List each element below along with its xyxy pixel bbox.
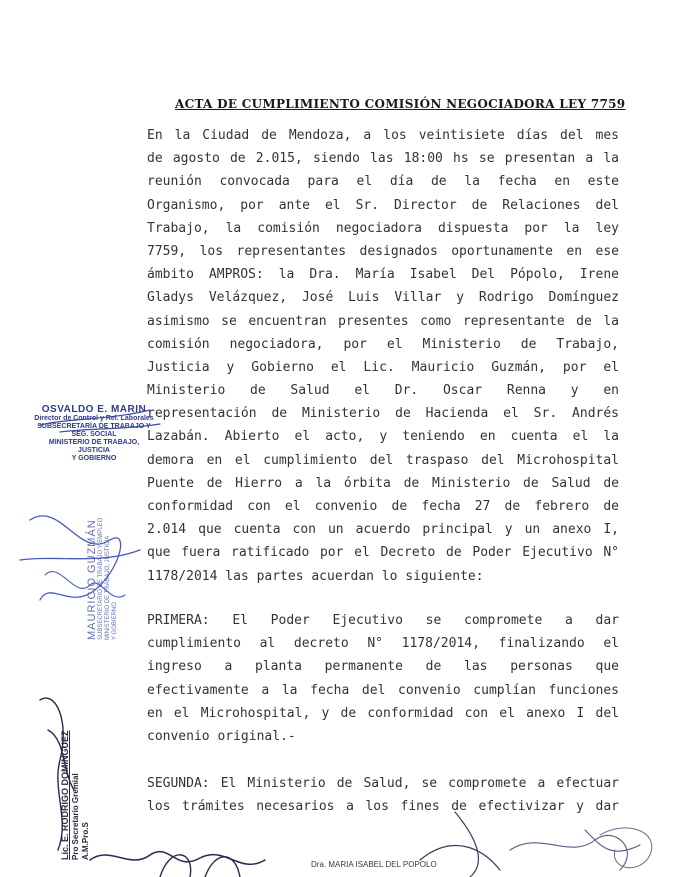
clause-primera-line: efectivamente a la fecha del convenio cumplían funciones xyxy=(147,682,619,698)
stamp-popolo xyxy=(311,860,437,869)
opening-paragraph-line: Justicia y Gobierno el Lic. Mauricio Guzmán, por el xyxy=(147,359,619,375)
opening-paragraph-line: 1178/2014 las partes acuerdan lo siguiente: xyxy=(147,568,484,584)
stamp-dominguez-line2: A.M.Pro.S xyxy=(81,822,90,860)
clause-segunda-first-line xyxy=(147,772,619,795)
document-title: ACTA DE CUMPLIMIENTO COMISIÓN NEGOCIADORA LEY 7759 xyxy=(175,97,626,111)
clause-primera-line: cumplimiento al decreto N° 1178/2014, finalizando el xyxy=(147,636,619,652)
clause-segunda-label: SEGUNDA: xyxy=(147,776,210,791)
opening-paragraph-line: demora en el cumplimiento del traspaso del Microhospital xyxy=(147,452,619,468)
clause-primera-line: en el Microhospital, y de conformidad con el anexo I del xyxy=(147,705,619,721)
opening-paragraph-line: En la Ciudad de Mendoza, a los veintisiete días del mes xyxy=(147,128,619,143)
clause-primera-line: convenio original.- xyxy=(147,728,296,744)
opening-paragraph-line: Ministerio de Salud el Dr. Oscar Renna y en xyxy=(147,383,619,399)
opening-paragraph-line: reunión convocada para el día de la fecha en este xyxy=(147,174,619,190)
stamp-dominguez xyxy=(60,730,91,860)
opening-paragraph-line: ámbito AMPROS: la Dra. María Isabel Del Pópolo, Irene xyxy=(147,267,619,283)
clause-segunda-line: los trámites necesarios a los fines de efectivizar y dar xyxy=(147,799,619,815)
clause-segunda xyxy=(147,772,619,818)
opening-paragraph-line: que fuera ratificado por el Decreto de Poder Ejecutivo N° xyxy=(147,545,619,561)
opening-paragraph xyxy=(147,124,619,588)
stamp-guzman-line1: SUBSECRETARIO DE TRABAJO Y EMPLEO xyxy=(98,517,104,640)
signature-loop-right xyxy=(600,828,652,868)
opening-paragraph-line: Puente de Hierro a la órbita de Ministerio de Salud de xyxy=(147,475,619,491)
stamp-marin-name: OSVALDO E. MARIN xyxy=(41,404,147,415)
stamp-guzman-name: MAURICIO GUZMÁN xyxy=(86,519,98,640)
clause-primera-text: El Poder Ejecutivo se compromete a dar xyxy=(232,613,619,628)
opening-paragraph-line: representación de Ministerio de Hacienda el Sr. Andrés xyxy=(147,406,619,422)
stamp-popolo-name: Dra. MARIA ISABEL DEL POPOLO xyxy=(311,860,437,869)
stamp-marin-line1: Director de Control y Rel. Laborales xyxy=(34,415,154,422)
signature-right xyxy=(510,830,640,870)
stamp-marin-line3: MINISTERIO DE TRABAJO, JUSTICIA xyxy=(48,439,140,454)
stamp-guzman-line2: MINISTERIO DE TRABAJO, JUSTICIA xyxy=(105,535,111,640)
stamp-dominguez-line1: Pro Secretario Gremial xyxy=(71,773,80,860)
clause-primera-first-line xyxy=(147,609,619,632)
opening-paragraph-line: Lazabán. Abierto el acto, y teniendo en cuenta el la xyxy=(147,429,619,445)
opening-paragraph-line: Trabajo, la comisión negociadora dispuesta por la ley xyxy=(147,220,619,236)
clause-primera xyxy=(147,609,619,748)
opening-paragraph-line: Gladys Velázquez, José Luis Villar y Rodrigo Domínguez xyxy=(147,290,619,306)
stamp-marin-line4: Y GOBIERNO xyxy=(71,455,117,462)
stamp-guzman xyxy=(86,518,119,640)
opening-paragraph-line: conformidad con el convenio de fecha 27 de febrero de xyxy=(147,499,619,514)
clause-segunda-text: El Ministerio de Salud, se compromete a efectuar xyxy=(220,776,619,791)
clause-primera-label: PRIMERA: xyxy=(147,613,210,628)
opening-paragraph-line: de agosto de 2.015, siendo las 18:00 hs se presentan a la xyxy=(147,151,619,167)
opening-paragraph-line: asimismo se encuentran presentes como representante de la xyxy=(147,313,619,329)
signature-guzman xyxy=(20,516,140,600)
signature-bottom-left xyxy=(90,852,265,865)
clause-primera-line: ingreso a planta permanente de las personas que xyxy=(147,659,619,675)
opening-paragraph-line: comisión negociadora, por el Ministerio de Trabajo, xyxy=(147,336,619,352)
stamp-guzman-line3: Y GOBIERNO xyxy=(112,602,118,640)
stamp-dominguez-name: Lic. E. RODRIGO DOMINGUEZ xyxy=(60,730,70,860)
stamp-marin xyxy=(34,404,154,463)
opening-paragraph-line: 2.014 que cuenta con un acuerdo principal y un anexo I, xyxy=(147,522,619,538)
signature-bottom-mid xyxy=(160,855,240,877)
opening-paragraph-line: Organismo, por ante el Sr. Director de Relaciones del xyxy=(147,197,619,213)
opening-paragraph-line: 7759, los representantes designados oportunamente en ese xyxy=(147,243,619,259)
stamp-marin-line2: SUBSECRETARÍA DE TRABAJO Y SEG. SOCIAL xyxy=(37,423,151,438)
